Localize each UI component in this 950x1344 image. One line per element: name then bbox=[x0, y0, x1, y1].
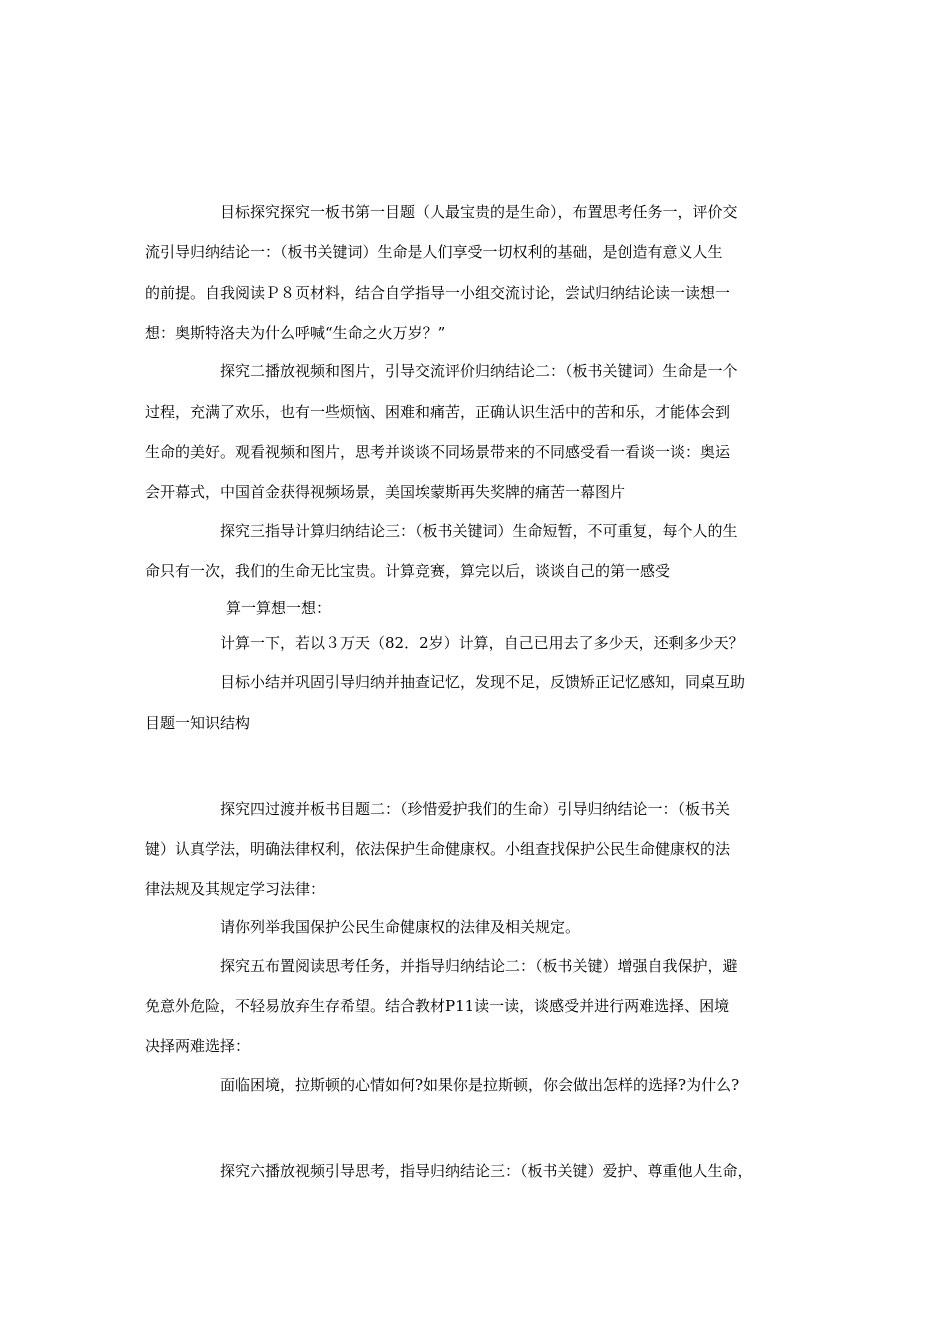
paragraph-line: 计算一下，若以３万天（82．2岁）计算，自己已用去了多少天，还剩多少天？ bbox=[220, 634, 744, 652]
paragraph-line: 目题一知识结构 bbox=[145, 714, 251, 732]
paragraph-line: 请你列举我国保护公民生命健康权的法律及相关规定。 bbox=[220, 918, 581, 936]
paragraph-line: 生命的美好。观看视频和图片，思考并谈谈不同场景带来的不同感受看一看谈一谈：奥运 bbox=[145, 443, 731, 461]
paragraph-line: 探究四过渡并板书目题二：（珍惜爱护我们的生命）引导归纳结论一：（板书关 bbox=[220, 800, 731, 818]
paragraph-line: 算一算想一想： bbox=[226, 599, 332, 617]
paragraph-line: 律法规及其规定学习法律： bbox=[145, 880, 326, 898]
paragraph-line: 探究二播放视频和图片，引导交流评价归纳结论二：（板书关键词）生命是一个 bbox=[220, 362, 738, 380]
paragraph-line: 探究五布置阅读思考任务，并指导归纳结论二：（板书关键）增强自我保护，避 bbox=[220, 957, 738, 975]
paragraph-line: 键）认真学法，明确法律权利，依法保护生命健康权。小组查找保护公民生命健康权的法 bbox=[145, 840, 731, 858]
paragraph-line: 会开幕式，中国首金获得视频场景，美国埃蒙斯再失奖牌的痛苦一幕图片 bbox=[145, 483, 626, 501]
paragraph-line: 的前提。自我阅读Ｐ８页材料，结合自学指导一小组交流讨论，尝试归纳结论读一读想一 bbox=[145, 284, 731, 302]
paragraph-line: 过程，充满了欢乐，也有一些烦恼、困难和痛苦，正确认识生活中的苦和乐，才能体会到 bbox=[145, 403, 731, 421]
paragraph-line: 探究三指导计算归纳结论三：（板书关键词）生命短暂，不可重复，每个人的生 bbox=[220, 522, 738, 540]
paragraph-line: 探究六播放视频引导思考，指导归纳结论三：（板书关键）爱护、尊重他人生命， bbox=[220, 1162, 753, 1180]
paragraph-line: 面临困境，拉斯顿的心情如何?如果你是拉斯顿，你会做出怎样的选择?为什么? bbox=[220, 1076, 740, 1094]
paragraph-line: 流引导归纳结论一：（板书关键词）生命是人们享受一切权利的基础，是创造有意义人生 bbox=[145, 243, 723, 261]
paragraph-line: 命只有一次，我们的生命无比宝贵。计算竞赛，算完以后，谈谈自己的第一感受 bbox=[145, 562, 671, 580]
paragraph-line: 决择两难选择： bbox=[145, 1037, 251, 1055]
paragraph-line: 免意外危险，不轻易放弃生存希望。结合教材P11读一读，谈感受并进行两难选择、困境 bbox=[145, 997, 730, 1015]
paragraph-line: 目标小结并巩固引导归纳并抽查记忆，发现不足，反馈矫正记忆感知，同桌互助 bbox=[220, 673, 746, 691]
paragraph-line: 想：奥斯特洛夫为什么呼喊“生命之火万岁？” bbox=[145, 324, 446, 342]
paragraph-line: 目标探究探究一板书第一目题（人最宝贵的是生命），布置思考任务一，评价交 bbox=[220, 203, 738, 221]
